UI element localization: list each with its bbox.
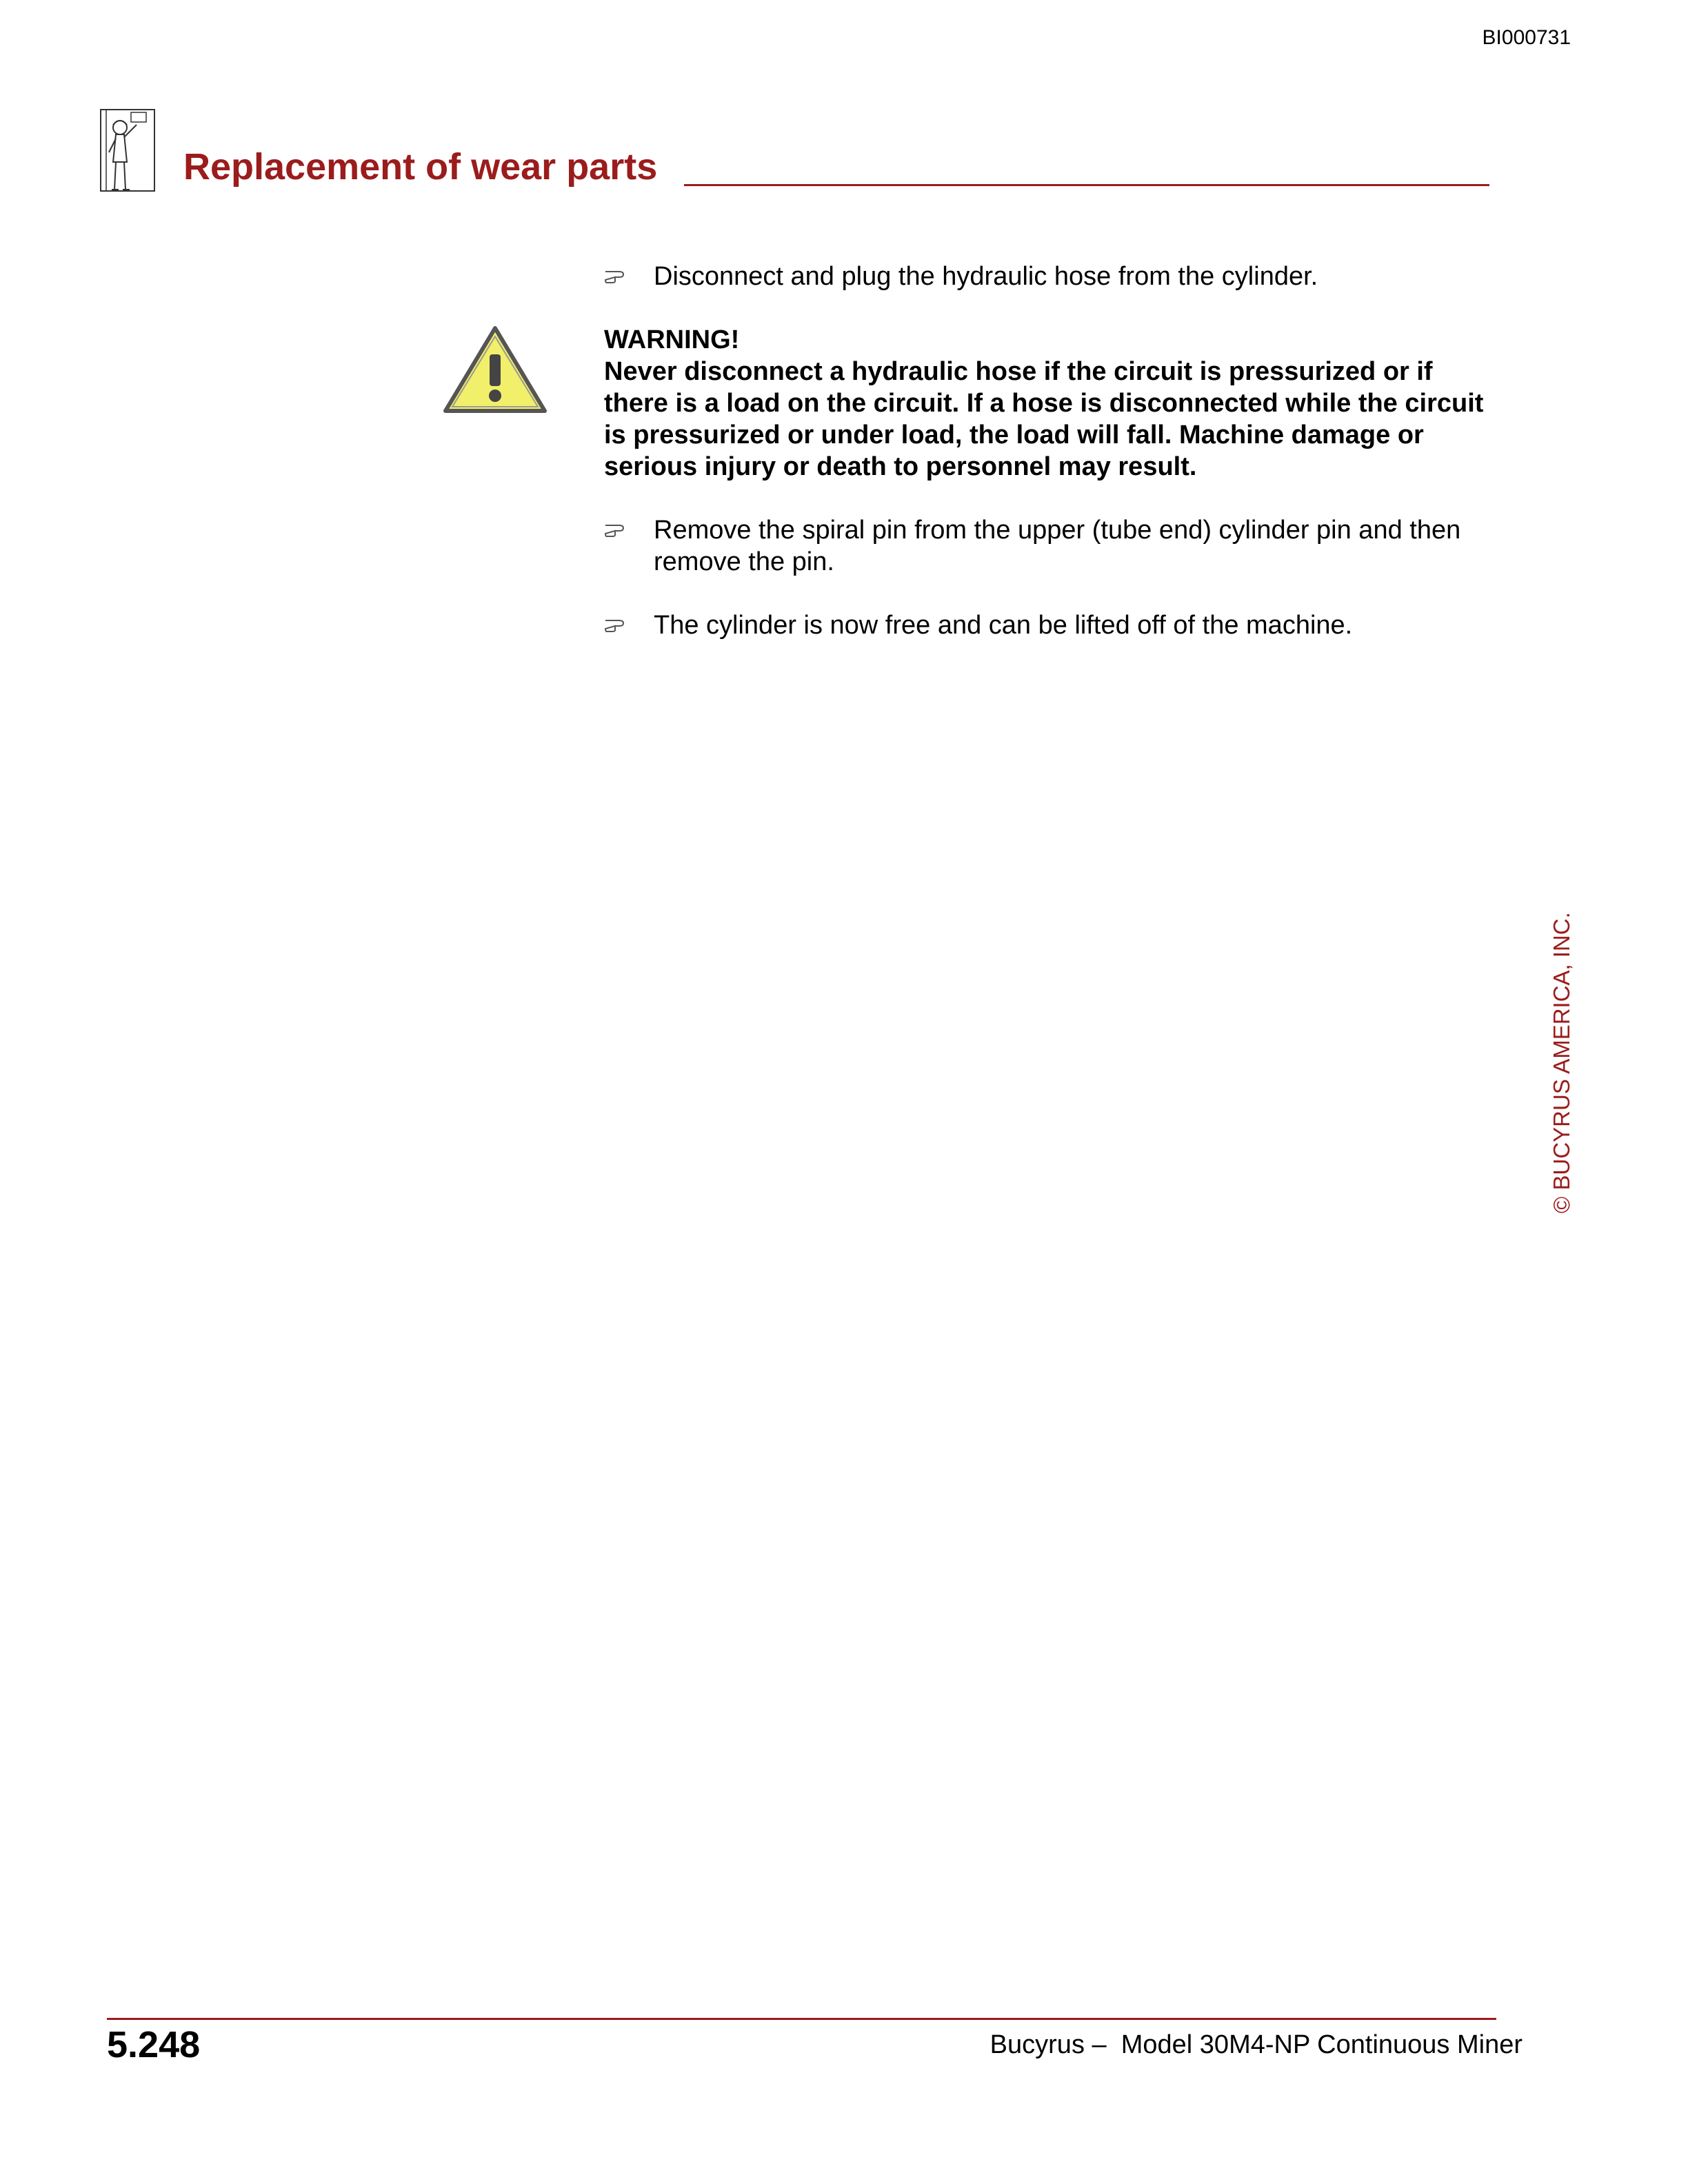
section-title: Replacement of wear parts [183, 146, 658, 188]
pointing-hand-icon [604, 614, 629, 634]
step-item [604, 261, 1494, 292]
page-number: 5.248 [107, 2024, 201, 2065]
warning-block [604, 324, 1494, 483]
section-header [97, 107, 1489, 203]
copyright-notice: © BUCYRUS AMERICA, INC. [1549, 912, 1574, 1213]
step-item [604, 609, 1494, 641]
footer-rule [107, 2018, 1496, 2020]
worker-at-start-panel-icon [97, 107, 165, 200]
pointing-hand-icon [604, 265, 629, 285]
step-item [604, 514, 1494, 578]
step-text: Remove the spiral pin from the upper (tube end) cylinder pin and then remove the pin. [654, 516, 1461, 576]
warning-triangle-icon [441, 324, 549, 416]
document-id: BI000731 [1482, 26, 1571, 49]
step-text: Disconnect and plug the hydraulic hose from the cylinder. [654, 262, 1318, 291]
title-rule [684, 184, 1489, 186]
step-text: The cylinder is now free and can be lifted off of the machine. [654, 611, 1353, 640]
instructions [604, 261, 1494, 673]
pointing-hand-icon [604, 518, 629, 539]
warning-heading: WARNING! [604, 325, 740, 354]
warning-text: Never disconnect a hydraulic hose if the circuit is pressurized or if there is a load on the circuit. If a hose is disconnected while the circuit is pressurized or under load, the load will fall. Machine damage or serious injury or death to personnel may result. [604, 357, 1484, 481]
footer-title: Bucyrus – Model 30M4-NP Continuous Miner [989, 2030, 1523, 2059]
